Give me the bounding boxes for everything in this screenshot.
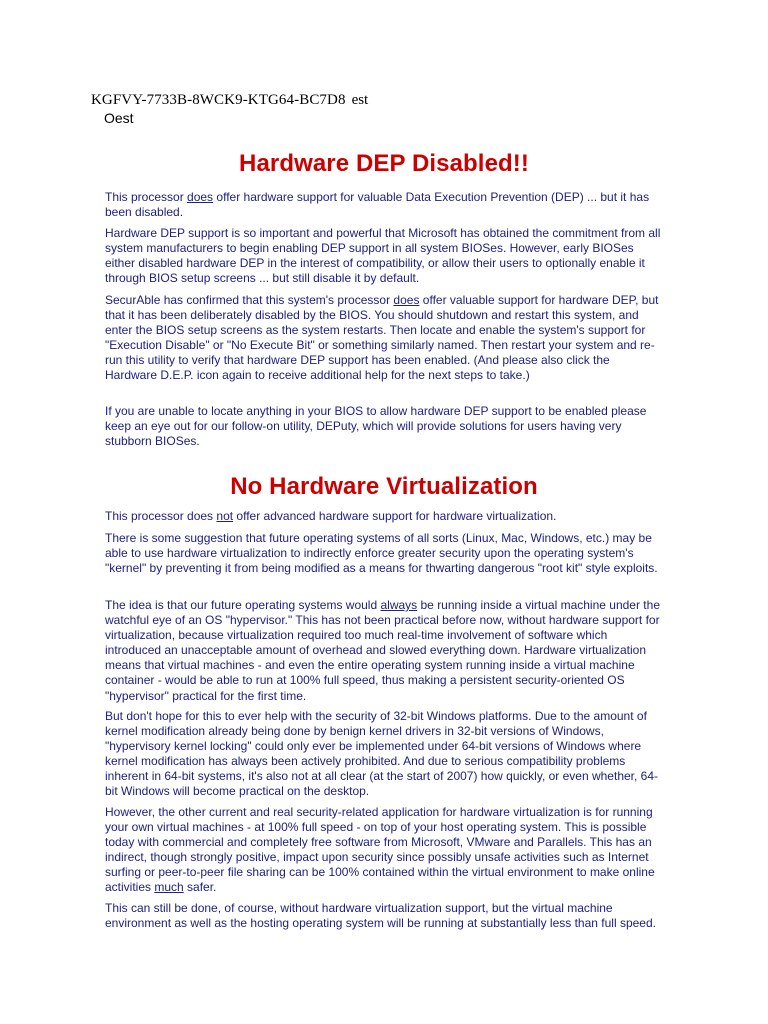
virt-paragraph-6: This can still be done, of course, without hardware virtualization support, but the virtual machine environment as well as the hosting operating system will be running at substantially less than full speed. <box>105 901 656 931</box>
virt-paragraph-3: The idea is that our future operating systems would always be running inside a virtual machine under the watchful eye of an OS "hypervisor." This has not been practical before now, without hardware support for virtualization, because virtualization required too much real-time involvement of software which introduced an unacceptable amount of overhead and slowed everything down. Hardware virtualization means that virtual machines - and even the entire operating system running inside a virtual machine container - would be able to run at 100% full speed, thus making a persistent security-oriented OS "hypervisor" practical for the first time. <box>105 598 660 703</box>
dep-paragraph-2: Hardware DEP support is so important and powerful that Microsoft has obtained the commitment from all system manufacturers to begin enabling DEP support in all system BIOSes. However, early BIOSes either disabled hardware DEP in the interest of compatibility, or allow their users to optionally enable it through BIOS setup screens ... but still disable it by default. <box>105 226 661 286</box>
product-key-suffix: est <box>351 92 369 108</box>
dep-paragraph-1: This processor does offer hardware support for valuable Data Execution Prevention (DEP) ... but it has been disabled. <box>105 190 650 220</box>
virt-paragraph-4: But don't hope for this to ever help with the security of 32-bit Windows platforms. Due to the amount of kernel modification already being done by benign kernel drivers in 32-bit versions of Windows, "hypervisory kernel locking" could only ever be implemented under 64-bit versions of Windows where kernel modification has always been actively prohibited. And due to serious compatibility problems inherent in 64-bit systems, it's also not at all clear (at the start of 2007) how quickly, or even whether, 64-bit Windows will become practical on the desktop. <box>105 709 659 799</box>
virt-paragraph-5: However, the other current and real security-related application for hardware virtualization is for running your own virtual machines - at 100% full speed - on top of your host operating system. This is possible today with commercial and completely free software from Microsoft, VMware and Parallels. This has an indirect, though strongly positive, impact upon security since possibly unsafe activities such as Internet surfing or peer-to-peer file sharing can be 100% contained within the virtual environment to make online activities much safer. <box>105 805 655 895</box>
virtualization-heading: No Hardware Virtualization <box>230 473 538 500</box>
second-line: Oest <box>104 110 134 126</box>
dep-heading: Hardware DEP Disabled!! <box>239 150 529 177</box>
product-key-line <box>91 92 368 109</box>
dep-paragraph-4: If you are unable to locate anything in your BIOS to allow hardware DEP support to be enabled please keep an eye out for our follow-on utility, DEPuty, which will provide solutions for users having very stubborn BIOSes. <box>105 404 647 449</box>
dep-paragraph-3: SecurAble has confirmed that this system's processor does offer valuable support for hardware DEP, but that it has been deliberately disabled by the BIOS. You should shutdown and restart this system, and enter the BIOS setup screens as the system restarts. Then locate and enable the system's support for "Execution Disable" or "No Execute Bit" or something similarly named. Then restart your system and re-run this utility to verify that hardware DEP support has been enabled. (And please also click the Hardware D.E.P. icon again to receive additional help for the next steps to take.) <box>105 293 659 383</box>
virt-paragraph-1: This processor does not offer advanced hardware support for hardware virtualization. <box>105 509 557 523</box>
product-key: KGFVY-7733B-8WCK9-KTG64-BC7D8 <box>91 92 346 108</box>
virt-paragraph-2: There is some suggestion that future operating systems of all sorts (Linux, Mac, Windows, etc.) may be able to use hardware virtualization to indirectly enforce greater security upon the operating system's "kernel" by preventing it from being modified as a means for thwarting dangerous "root kit" style exploits. <box>105 531 658 576</box>
